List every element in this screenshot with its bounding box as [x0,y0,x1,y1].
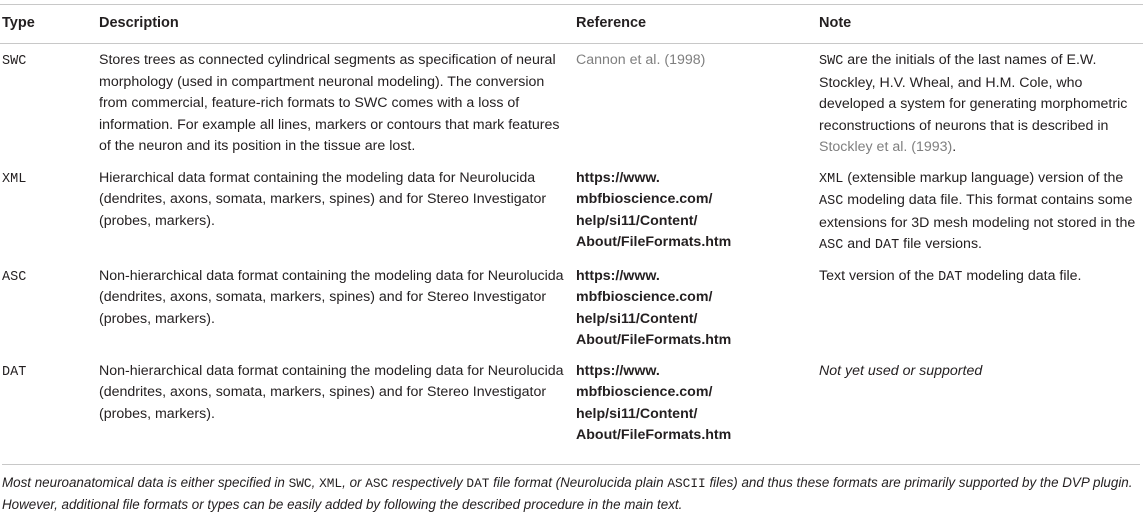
footnote-code: XML [319,476,343,491]
note-text: . [952,139,957,155]
note-text: and [843,236,875,252]
note-text: file versions. [899,236,982,252]
table-header-row [0,5,1143,44]
url-line: help/si11/Content/ [576,405,698,422]
file-formats-table [0,4,1143,451]
note-text: are the initials of the last names of E.W. Stockley, H.V. Wheal, and H.M. Cole, who developed a system for generating morphometric reconstructions of neurons that is described in [819,52,1128,134]
table-footnote [2,464,1140,515]
note-code: XML [819,171,844,187]
footnote-text: file format (Neurolucida plain [489,475,668,490]
footnote-code: DAT [466,476,490,491]
note-text: Text version of the [819,267,939,284]
url-line: mbfbioscience.com/ [576,384,713,400]
note-text: modeling data file. This format contains some extensions for 3D mesh modeling not stored in the [819,192,1136,231]
table-row-asc [0,261,1143,356]
url-line: https://www. [576,169,660,186]
table-row-xml [0,163,1143,261]
url-line: https://www. [576,362,660,379]
url-line: help/si11/Content/ [576,310,698,327]
note-cell [819,163,1143,261]
footnote-text: files) and thus these formats are primarily supported by the DVP plugin. However, additional file formats or types can be easily added by following the described procedure in the main text. [2,475,1133,512]
note-cell [819,261,1143,356]
reference-url-link[interactable] [576,163,819,261]
footnote-code: ASC [365,476,389,491]
note-code: DAT [874,238,900,253]
footnote-text: respectively [388,475,467,490]
url-line: About/FileFormats.htm [576,332,732,348]
note-text: Not yet used or supported [819,362,983,379]
description-cell: Stores trees as connected cylindrical segments as specification of neural morphology (used in compartment neuronal modeling). The conversion from commercial, feature-rich formats to SWC comes with a loss of information. For example all lines, markers or contours that mark features of the neuron and its position in the tissue are lost. [99,52,560,154]
type-code: ASC [2,269,27,285]
footnote-code: ASCII [667,476,706,491]
header-type: Type [0,5,99,44]
description-cell: Non-hierarchical data format containing the modeling data for Neurolucida (dendrites, axons, somata, markers, spines) and for Stereo Investigator (probes, markers). [99,362,564,422]
footnote-text: , [311,475,320,490]
footnote-text: Most neuroanatomical data is either specified in [2,475,289,490]
type-cell [0,261,99,356]
footnote-code: SWC [288,476,312,491]
note-cell [819,44,1143,163]
note-citation-link[interactable]: Stockley et al. (1993) [819,139,953,155]
url-line: mbfbioscience.com/ [576,289,713,305]
note-text: (extensible markup language) version of the [843,169,1124,186]
type-code: XML [2,171,27,187]
header-description: Description [99,5,576,44]
url-line: help/si11/Content/ [576,212,698,229]
header-reference: Reference [576,5,819,44]
reference-citation-link[interactable]: Cannon et al. (1998) [576,52,706,68]
url-line: About/FileFormats.htm [576,234,732,250]
reference-cell [576,44,819,163]
description-cell: Non-hierarchical data format containing the modeling data for Neurolucida (dendrites, axons, somata, markers, spines) and for Stereo Investigator (probes, markers). [99,267,564,327]
file-formats-table-container [0,4,1143,451]
url-line: About/FileFormats.htm [576,427,732,443]
type-code: SWC [2,54,27,69]
table-row-dat [0,356,1143,451]
reference-url-link[interactable] [576,261,819,356]
note-code: SWC [819,54,844,69]
header-note: Note [819,5,1143,44]
type-cell [0,44,99,163]
type-cell [0,163,99,261]
note-code: DAT [938,269,963,285]
note-cell [819,356,1143,451]
type-cell [0,356,99,451]
reference-url-link[interactable] [576,356,819,451]
type-code: DAT [2,364,27,380]
description-cell: Hierarchical data format containing the modeling data for Neurolucida (dendrites, axons, somata, markers, spines) and for Stereo Investigator (probes, markers). [99,169,547,229]
url-line: mbfbioscience.com/ [576,191,713,207]
table-row-swc [0,44,1143,163]
note-code: ASC [819,238,844,253]
url-line: https://www. [576,267,660,284]
footnote-text: , or [342,475,366,490]
note-text: modeling data file. [962,267,1082,284]
note-code: ASC [819,194,844,209]
